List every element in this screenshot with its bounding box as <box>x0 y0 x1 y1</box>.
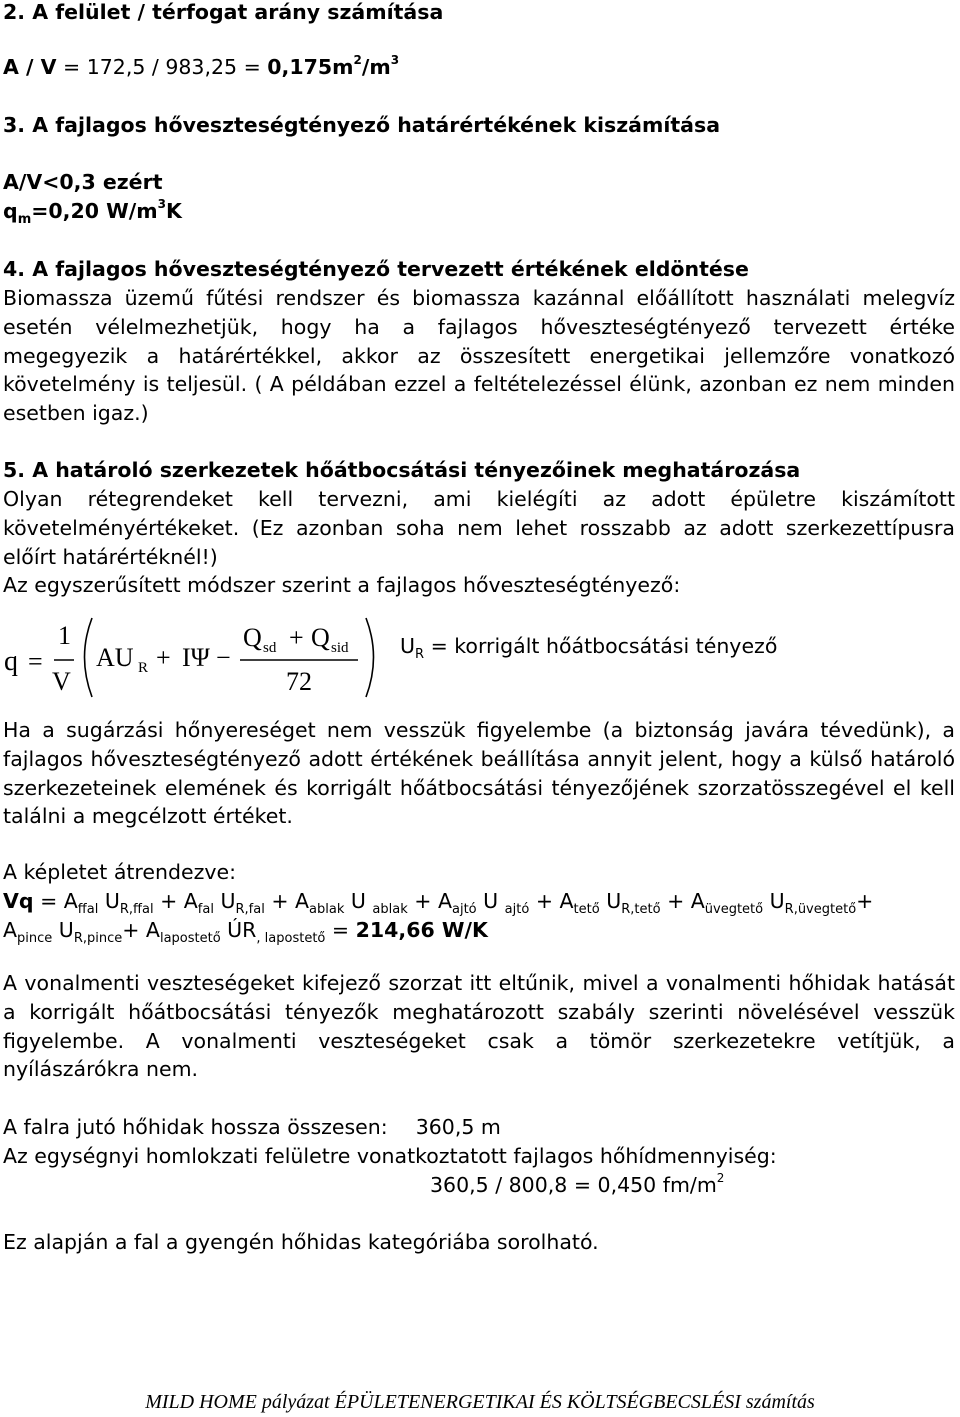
formula-plus-2: + <box>289 623 304 652</box>
linear-loss-paragraph: A vonalmenti veszteségeket kifejező szorzat itt eltűnik, mivel a vonalmenti hőhidak hatását a korrigált hőátbocsátási tényezők meghatározott szabály szerinti növelésével vesszük figyelembe. A vonalmenti veszteségeket csak a tömör szerkezetekre vetítjük, a nyílászárókra nem. <box>3 971 955 1082</box>
bridge-length-value: 360,5 m <box>415 1115 501 1139</box>
formula-ipsi: IΨ <box>182 643 210 672</box>
formula-denominator: 72 <box>286 667 312 696</box>
av-label: A / V <box>3 55 57 79</box>
formula-equals: = <box>28 647 43 676</box>
qm-limit-value: $q_m=0,20$ $W/m^3K$ <box>3 197 182 228</box>
formula-au-sub: R <box>138 660 149 676</box>
av-equals: = <box>56 55 87 79</box>
bridge-ratio-label: Az egységnyi homlokzati felületre vonatkoztatott fajlagos hőhídmennyiség: <box>3 1144 777 1168</box>
section-2-heading: 2. A felület / térfogat arány számítása <box>3 0 444 24</box>
formula-v: V <box>52 667 71 696</box>
formula-qsd-sub: sd <box>263 640 277 656</box>
av-ratio-line <box>3 53 955 82</box>
av-result: $0,175m^2/m^3$ <box>267 53 400 79</box>
bridge-length-line: A falra jutó hőhidak hossza összesen: 360,5 m <box>3 1115 501 1139</box>
section-3-heading: 3. A fajlagos hőveszteségtényező határértékének kiszámítása <box>3 113 721 137</box>
section-5-paragraph: Olyan rétegrendeket kell tervezni, ami kielégíti az adott épületre kiszámított követelményértékeket. (Ez azonban soha nem lehet rosszabb az adott szerkezettípusra előírt határértéknél!) <box>3 487 955 569</box>
formula-qsd: Q <box>243 623 262 652</box>
section-4-heading: 4. A fajlagos hőveszteségtényező tervezett értékének eldöntése <box>3 257 749 281</box>
formula-qsid: Q <box>311 623 330 652</box>
formula-right-paren <box>366 618 374 697</box>
simplified-method-line: Az egyszerűsített módszer szerint a fajlagos hőveszteségtényező: <box>3 573 681 597</box>
ur-definition: $U_R$ = korrigált hőátbocsátási tényező <box>400 634 778 663</box>
formula-qsid-sub: sid <box>331 640 349 656</box>
formula-plus-1: + <box>156 643 171 672</box>
av-calculation: 172,5 / 983,25 = <box>86 55 268 79</box>
rearranged-intro: A képletet átrendezve: <box>3 860 237 884</box>
vq-result: 214,66 W/K <box>355 918 488 942</box>
bridge-ratio-calc: 360,5 / 800,8 = 0,450 $fm/m^2$ <box>430 1171 725 1197</box>
section-4-paragraph: Biomassza üzemű fűtési rendszer és biomassza kazánnal előállított használati melegvíz esetén vélelmezhetjük, hogy ha a fajlagos hőveszteségtényező tervezett értéke megegyezik a határértékkel, akkor az összesített energetikai jellemzőre vonatkozó követelmény is teljesül. ( A példában ezzel a feltételezéssel élünk, azonban ez nem minden esetben igaz.) <box>3 286 955 426</box>
formula-au: AU <box>96 643 134 672</box>
solar-gain-paragraph: Ha a sugárzási hőnyereséget nem vesszük figyelembe (a biztonság javára tévedünk), a fajlagos hőveszteségtényező adott értékének beállítása annyit jelent, hogy a külső határoló szerkezeteinek elemének és korrigált hőátbocsátási tényezőjének szorzatösszegével el kell találni a megcélzott értéket. <box>3 718 955 829</box>
av-condition: A/V<0,3 ezért <box>3 170 163 194</box>
formula-minus: − <box>216 643 231 672</box>
formula-left-paren <box>85 618 93 697</box>
vq-equation-line-1: $Vq = A_{ffal}$ $U_{R,ffal} + A_{fal}$ $U_{R,fal} + A_{ablak}$ U $_{ablak} + A_{ajtó}$ U $_{ajtó} + A_{tető}$ $U_{R,tető} + A_{üvegtető}$ $U_{R,üvegtető}+$ <box>3 889 874 918</box>
bridge-conclusion: Ez alapján a fal a gyengén hőhidas kategóriába sorolható. <box>3 1230 599 1254</box>
vq-equation-line-2: $A_{pince}$ $U_{R,pince}+ A_{lapostető}$ $ÚR_{, lapostető} = 214,66$ W/K <box>3 918 488 947</box>
formula-one: 1 <box>58 621 71 650</box>
formula-q: q <box>4 646 18 677</box>
section-5-heading: 5. A határoló szerkezetek hőátbocsátási tényezőinek meghatározása <box>3 458 801 482</box>
page-footer: MILD HOME pályázat ÉPÜLETENERGETIKAI ÉS KÖLTSÉGBECSLÉSI számítás <box>145 1391 815 1413</box>
heat-loss-formula <box>0 600 390 710</box>
